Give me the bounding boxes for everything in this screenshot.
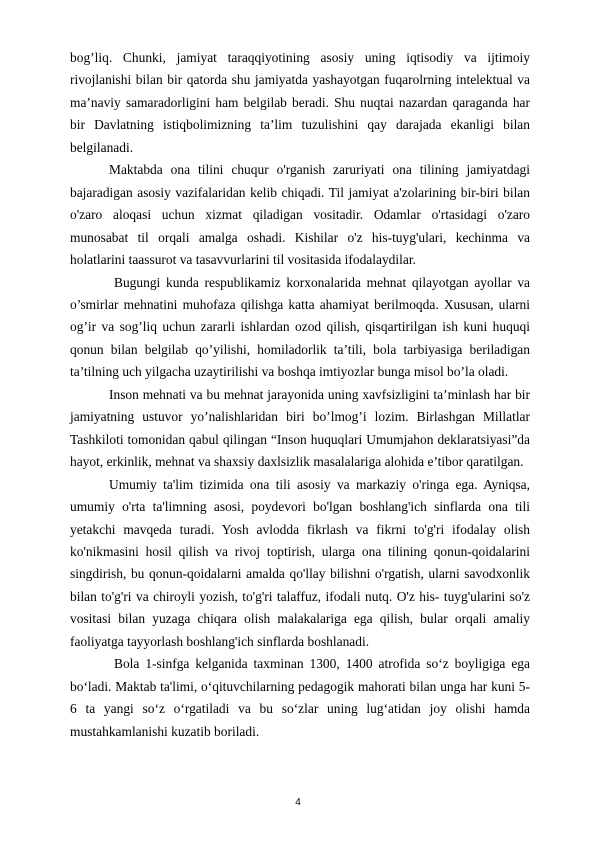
- page-number: 4: [295, 797, 301, 808]
- paragraph-labor-protection: Bugungi kunda respublikamiz korxonalarida mehnat qilayotgan ayollar va o’smirlar mehnatini muhofaza qilishga katta ahamiyat berilmoqda. Xususan, ularni og’ir va sog’liq uchun zararli ishlardan ozod qilish, qisqartirilgan ish kuni huquqi qonun bilan belgilab qo’yilishi, homiladorlik ta’tili, bola tarbiyasiga beriladigan ta’tilning uch yilgacha uzaytirilishi va boshqa imtiyozlar bunga misol bo’la oladi.: [70, 274, 530, 380]
- paragraph-human-labor-safety: Inson mehnati va bu mehnat jarayonida uning xavfsizligini ta’minlash har bir jamiyatning ustuvor yo’nalishlaridan biri bo’lmog’i lozim. Birlashgan Millatlar Tashkiloti tomonidan qabul qilingan “Inson huquqlari Umumjahon deklaratsiyasi”da hayot, erkinlik, mehnat va shaxsiy daxlsizlik masalalariga alohida e’tibor qaratilgan.: [70, 386, 530, 470]
- paragraph-native-language-role: Maktabda ona tilini chuqur o'rganish zaruriyati ona tilining jamiyatdagi bajaradigan asosiy vazifalaridan kelib chiqadi. Til jamiyat a'zolarining bir-biri bilan o'zaro aloqasi uchun xizmat qiladigan vositadir. Odamlar o'rtasidagi o'zaro munosabat til orqali amalga oshadi. Kishilar o'z his-tuyg'ulari, kechinma va holatlarini taassurot va tasavvurlarini til vositasida ifodalaydilar.: [70, 162, 530, 268]
- paragraph-continuation: bog’liq. Chunki, jamiyat taraqqiyotining asosiy uning iqtisodiy va ijtimoiy rivojlanishi bilan bir qatorda shu jamiyatda yashayotgan fuqarolrning intelektual va ma’naviy samaradorligini ham belgilab beradi. Shu nuqtai nazardan qaraganda har bir Davlatning istiqbolimizning ta’lim tuzulishini qay darajada ekanligi bilan belgilanadi.: [70, 50, 530, 155]
- paragraph-vocabulary: Bola 1-sinfga kelganida taxminan 1300, 1400 atrofida so‘z boyligiga ega bo‘ladi. Maktab ta'limi, o‘qituvchilarning pedagogik mahorati bilan unga har kuni 5-6 ta yangi so‘z o‘rgatiladi va bu so‘zlar uning lug‘atidan joy olishi hamda mustahkamlanishi kuzatib boriladi.: [70, 656, 530, 739]
- paragraph-general-education: Umumiy ta'lim tizimida ona tili asosiy va markaziy o'ringa ega. Ayniqsa, umumiy o'rta ta'limning asosi, poydevori bo'lgan boshlang'ich sinflarda ona tili yetakchi mavqeda turadi. Yosh avlodda fikrlash va fikrni to'g'ri ifodalay olish ko'nikmasini hosil qilish va rivoj toptirish, ularga ona tilining qonun-qoidalarini singdirish, bu qonun-qoidalarni amalda qo'llay bilishni o'rgatish, ularni savodxonlik bilan to'g'ri va chiroyli yozish, to'g'ri talaffuz, ifodali nutq. O'z his- tuyg'ularini so'z vositasi bilan yuzaga chiqara olish malakalariga ega qilish, bular orqali amaliy faoliyatga tayyorlash boshlang'ich sinflarda boshlanadi.: [70, 476, 530, 649]
- body-text: [70, 47, 530, 743]
